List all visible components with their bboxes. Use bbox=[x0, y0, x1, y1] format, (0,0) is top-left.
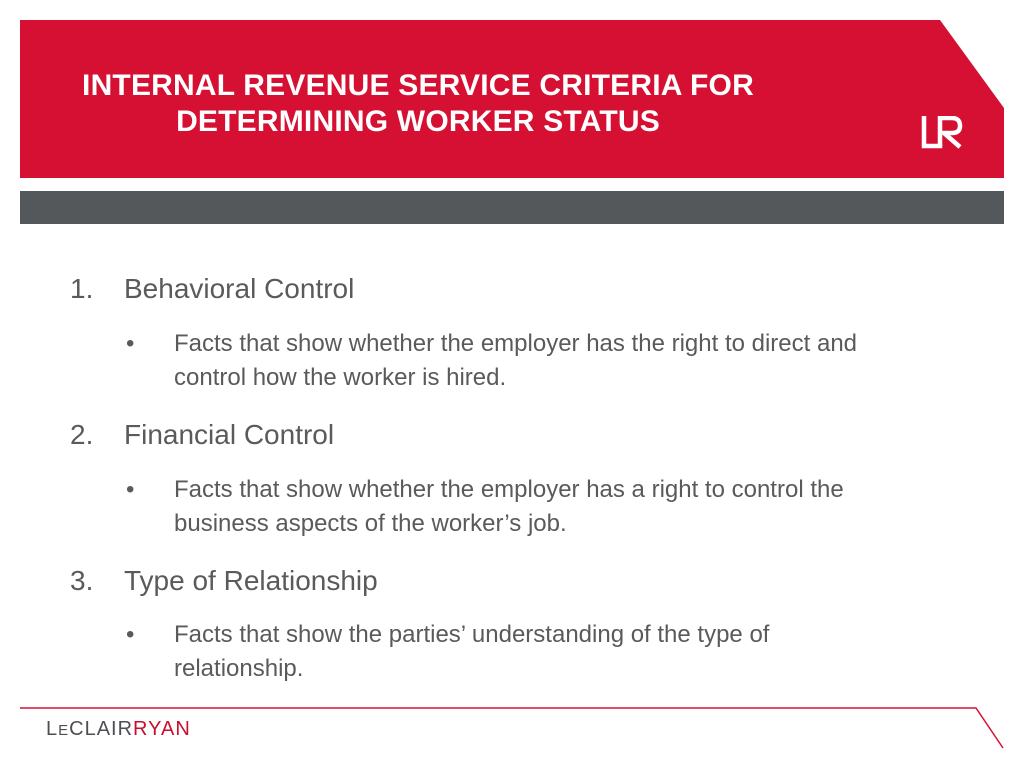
list-heading: Financial Control bbox=[124, 419, 335, 450]
bullet-icon: • bbox=[126, 476, 135, 503]
slide-title: INTERNAL REVENUE SERVICE CRITERIA FOR DETERMINING WORKER STATUS bbox=[82, 69, 754, 138]
list-number: 3. bbox=[70, 565, 94, 596]
bullet-text: Facts that show whether the employer has the right to direct and control how the worker is hired. bbox=[174, 330, 858, 391]
bullet-icon: • bbox=[126, 621, 135, 648]
logo-text-cap: L bbox=[46, 718, 59, 740]
list-heading: Behavioral Control bbox=[124, 273, 355, 304]
bullet-text: Facts that show the parties’ understanding of the type of relationship. bbox=[174, 621, 770, 682]
logo-text-rest: CLAIR bbox=[69, 718, 134, 740]
bullet-icon: • bbox=[126, 330, 135, 357]
list-number: 2. bbox=[70, 419, 94, 450]
footer-logo bbox=[46, 718, 191, 741]
logo-text-accent: RYAN bbox=[133, 718, 191, 740]
list-heading: Type of Relationship bbox=[124, 565, 378, 596]
bullet-text: Facts that show whether the employer has a right to control the business aspects of the worker’s job. bbox=[174, 476, 844, 537]
list-number: 1. bbox=[70, 273, 94, 304]
logo-text-small: E bbox=[58, 722, 70, 739]
